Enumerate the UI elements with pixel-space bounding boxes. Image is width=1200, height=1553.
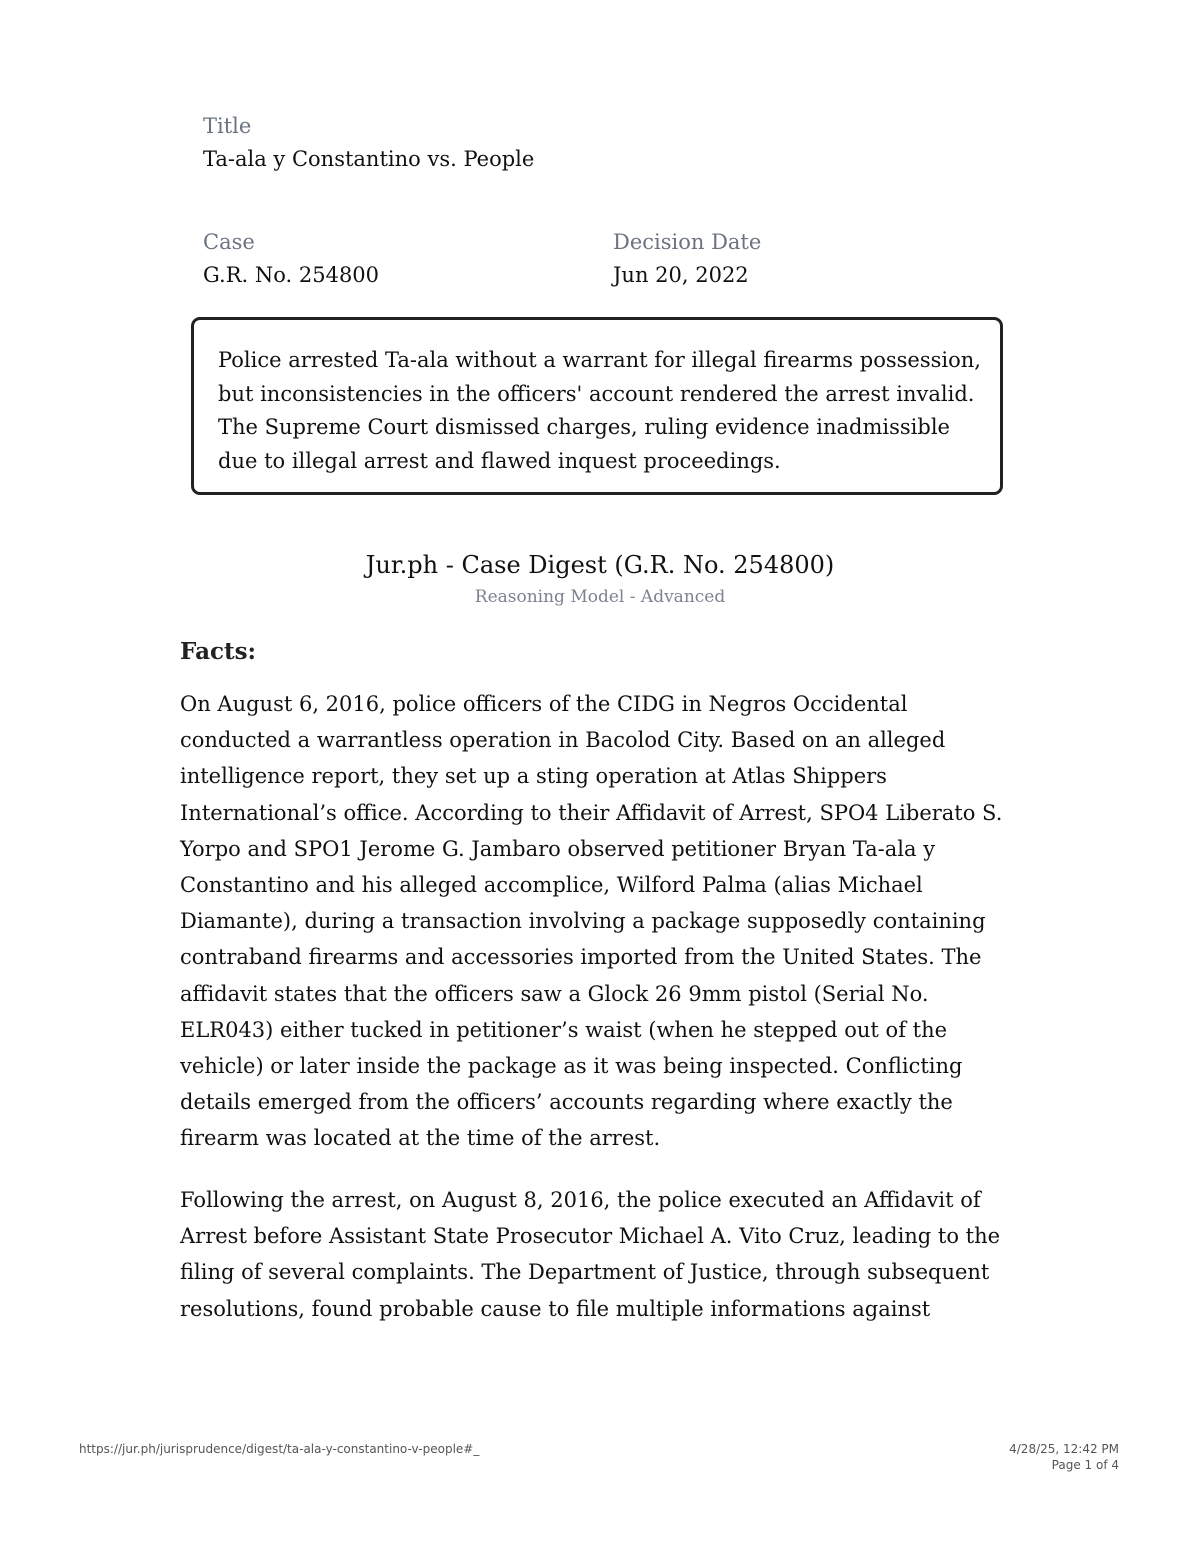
facts-paragraph-1: On August 6, 2016, police officers of the CIDG in Negros Occidental conducted a warrantless operation in Bacolod City. Based on an alleged intelligence report, they set up a sting operation at Atlas Shippers International’s office. According to their Affidavit of Arrest, SPO4 Liberato S. Yorpo and SPO1 Jerome G. Jambaro observed petitioner Bryan Ta-ala y Constantino and his alleged accomplice, Wilford Palma (alias Michael Diamante), during a transaction involving a package supposedly containing contraband firearms and accessories imported from the United States. The affidavit states that the officers saw a Glock 26 9mm pistol (Serial No. ELR043) either tucked in petitioner’s waist (when he stepped out of the vehicle) or later inside the package as it was being inspected. Conflicting details emerged from the officers’ accounts regarding where exactly the firearm was located at the time of the arrest. [180,692,1003,1151]
decision-date-label: Decision Date [613,230,762,254]
case-title: Ta-ala y Constantino vs. People [203,147,535,171]
summary-text: Police arrested Ta-ala without a warrant for illegal firearms possession, but inconsistencies in the officers' account rendered the arrest invalid. The Supreme Court dismissed charges, ruling evidence inadmissible due to illegal arrest and flawed inquest proceedings. [218,348,981,473]
case-label: Case [203,230,255,254]
case-number: G.R. No. 254800 [203,263,380,287]
footer-datetime: 4/28/25, 12:42 PM [1009,1442,1119,1456]
title-label: Title [203,114,252,138]
page-number: Page 1 of 4 [1051,1458,1119,1472]
facts-paragraph-2: Following the arrest, on August 8, 2016, the police executed an Affidavit of Arrest before Assistant State Prosecutor Michael A. Vito Cruz, leading to the filing of several complaints. The Department of Justice, through subsequent resolutions, found probable cause to file multiple informations against [180,1188,1001,1321]
footer-info [1009,1441,1119,1473]
facts-heading: Facts: [180,638,257,665]
footer-url: https://jur.ph/jurisprudence/digest/ta-ala-y-constantino-v-people#_ [79,1442,480,1456]
decision-date: Jun 20, 2022 [613,263,749,287]
digest-subtitle: Reasoning Model - Advanced [474,587,726,607]
summary-box [191,317,1003,495]
digest-title: Jur.ph - Case Digest (G.R. No. 254800) [365,551,835,579]
